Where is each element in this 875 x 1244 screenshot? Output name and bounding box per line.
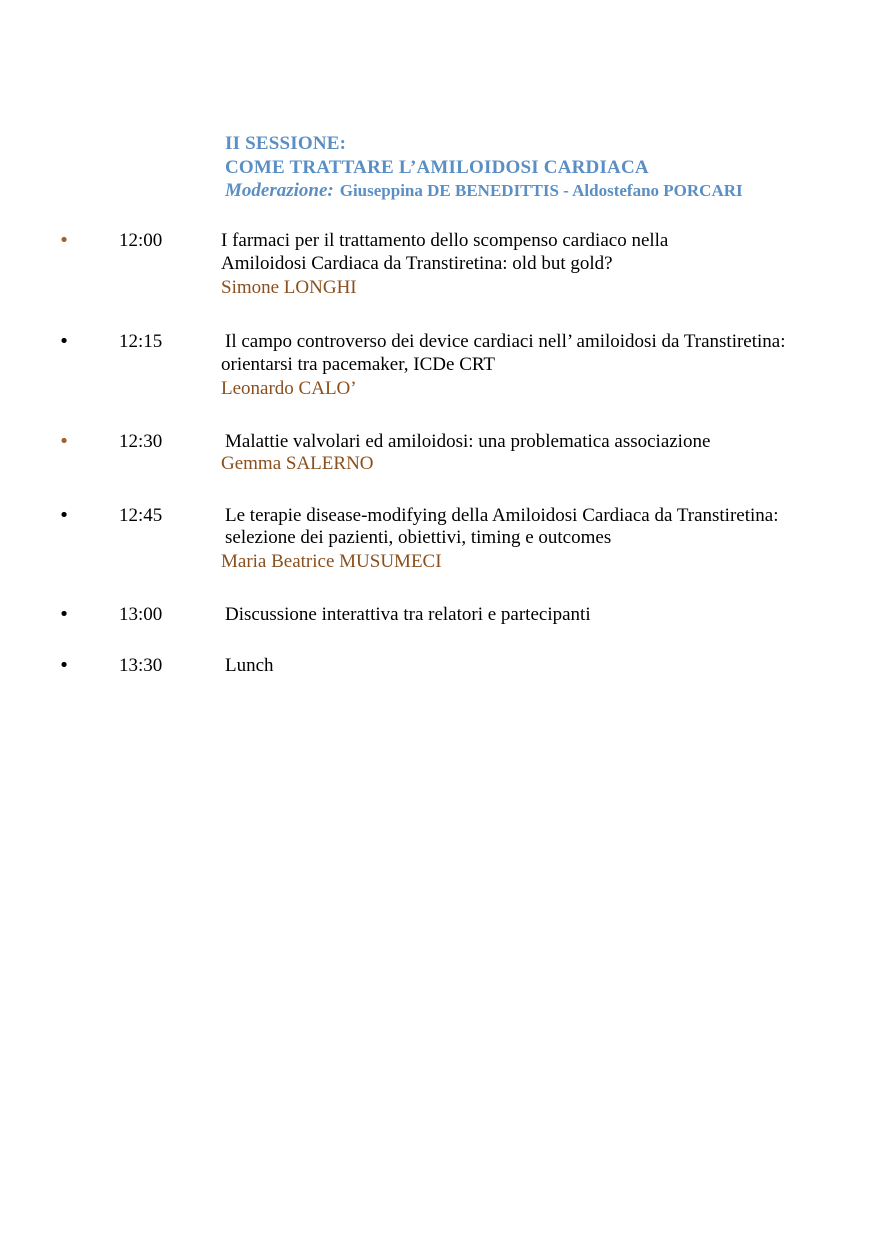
session-title: COME TRATTARE L’AMILOIDOSI CARDIACA (225, 157, 649, 178)
item-title-line: Lunch (225, 655, 274, 676)
item-time: 13:30 (119, 655, 163, 676)
item-time: 12:30 (119, 431, 163, 452)
bullet-icon: • (58, 505, 70, 526)
session-number: II SESSIONE: (225, 133, 347, 154)
item-title-line: Il campo controverso dei device cardiaci nell’ amiloidosi da Transtiretina: (225, 331, 786, 352)
item-title (221, 603, 851, 626)
item-title (221, 504, 851, 549)
item-title (221, 229, 851, 275)
item-speaker: Leonardo CALO’ (221, 378, 357, 399)
item-time: 12:00 (119, 230, 163, 251)
item-time: 12:45 (119, 505, 163, 526)
item-speaker: Simone LONGHI (221, 277, 357, 298)
item-title-line: Discussione interattiva tra relatori e partecipanti (225, 604, 591, 625)
moderation-label: Moderazione: (225, 180, 334, 201)
item-time: 13:00 (119, 604, 163, 625)
item-title-line: orientarsi tra pacemaker, ICDe CRT (221, 354, 496, 375)
item-speaker: Maria Beatrice MUSUMECI (221, 551, 442, 572)
item-title-line: Amiloidosi Cardiaca da Transtiretina: old but gold? (221, 253, 613, 274)
moderation-line (225, 180, 865, 202)
bullet-icon: • (58, 331, 70, 352)
item-title-line: Malattie valvolari ed amiloidosi: una problematica associazione (225, 431, 711, 452)
bullet-icon: • (58, 604, 70, 625)
item-title (221, 330, 851, 376)
item-title (221, 654, 851, 677)
item-title-line: Le terapie disease-modifying della Amiloidosi Cardiaca da Transtiretina: (225, 505, 779, 526)
bullet-icon: • (58, 655, 70, 676)
bullet-icon: • (58, 230, 70, 251)
item-title-line: selezione dei pazienti, obiettivi, timing e outcomes (225, 527, 612, 548)
moderators: Giuseppina DE BENEDITTIS - Aldostefano PORCARI (339, 181, 743, 200)
bullet-icon: • (58, 431, 70, 452)
item-speaker: Gemma SALERNO (221, 453, 374, 474)
item-time: 12:15 (119, 331, 163, 352)
session-header (225, 132, 865, 202)
item-title-line: I farmaci per il trattamento dello scompenso cardiaco nella (221, 230, 669, 251)
item-title (221, 430, 851, 453)
